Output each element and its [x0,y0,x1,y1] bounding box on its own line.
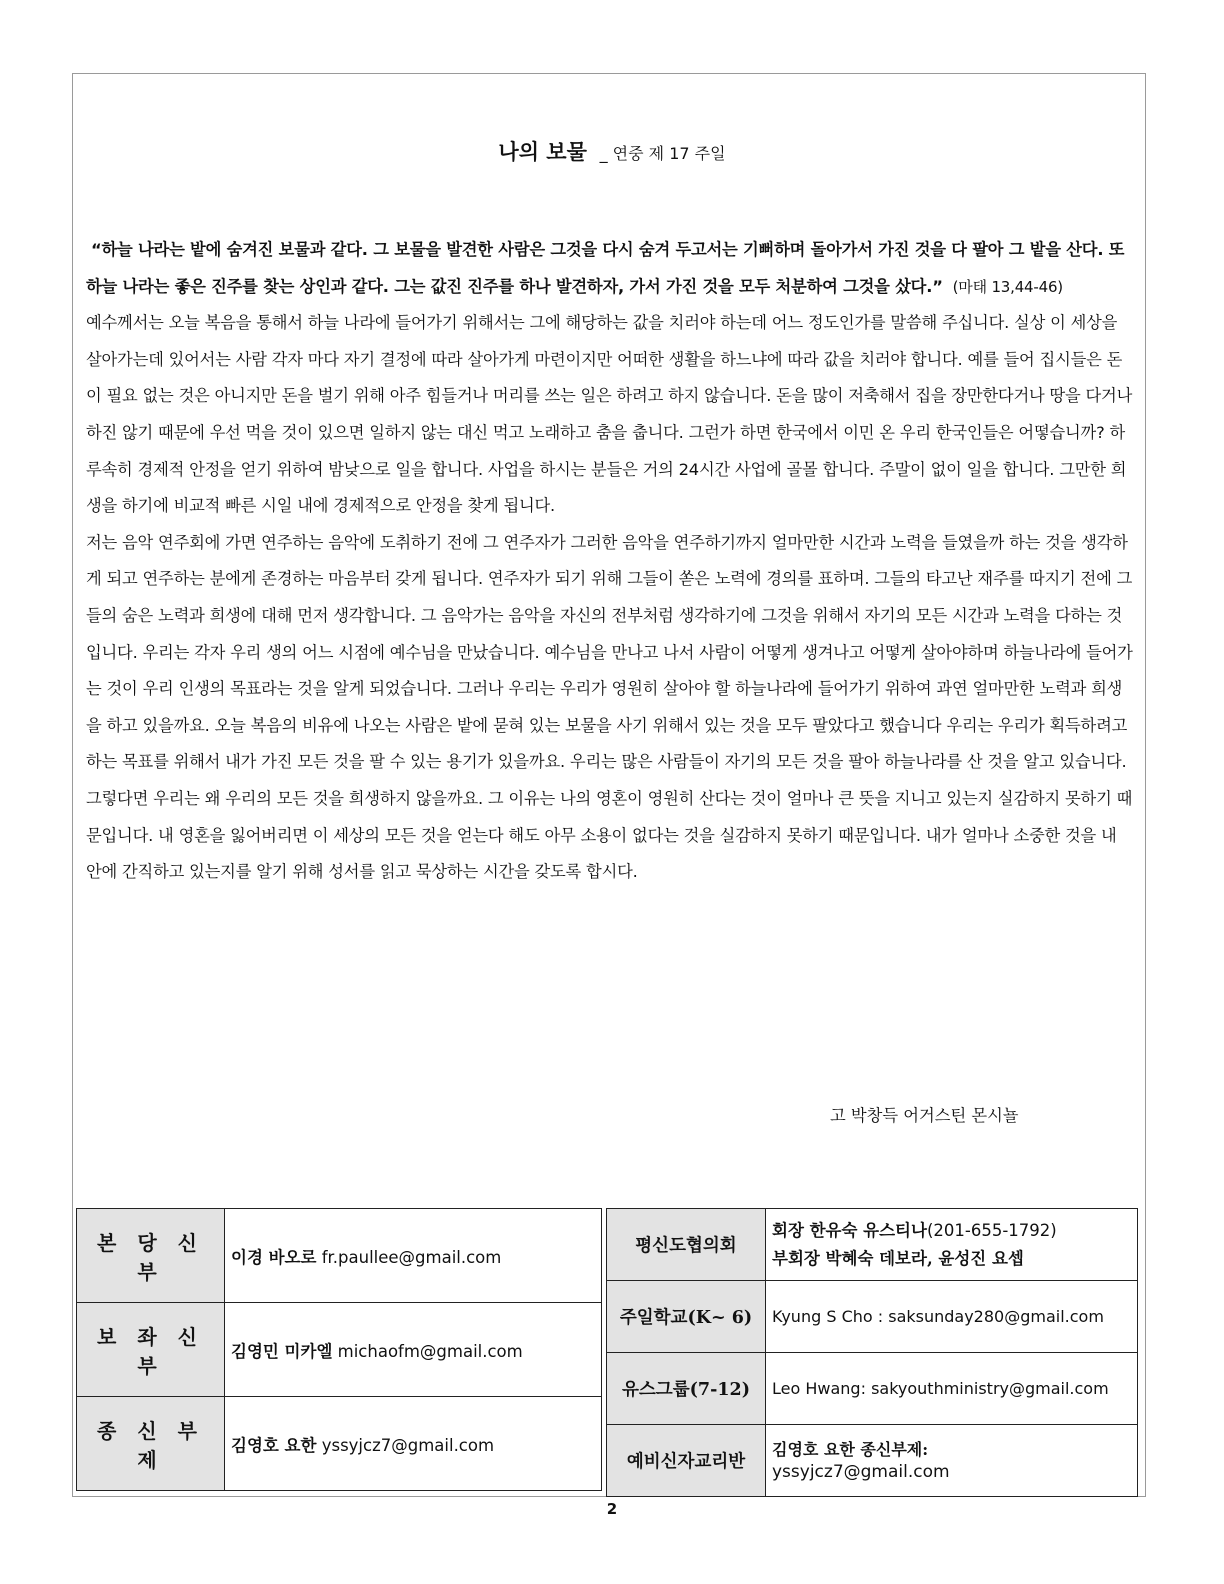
title-subtitle: _ 연중 제 17 주일 [599,144,726,163]
paragraph: 저는 음악 연주회에 가면 연주하는 음악에 도취하기 전에 그 연주자가 그러한 음악을 연주하기까지 얼마만한 시간과 노력을 들였을까 하는 것을 생각하게 되고 연주하는 분에게 존경하는 마음부터 갖게 됩니다. 연주자가 되기 위해 그들이 쏟은 노력에 경의를 표하며. 그들의 타고난 재주를 따지기 전에 그들의 숨은 노력과 희생에 대해 먼저 생각합니다. 그 음악가는 음악을 자신의 전부처럼 생각하기에 그것을 위해서 자기의 모든 시간과 노력을 다하는 것입니다. 우리는 각자 우리 생의 어느 시점에 예수님을 만났습니다. 예수님을 만나고 나서 사람이 어떻게 생겨나고 어떻게 살아야하며 하늘나라에 들어가는 것이 우리 인생의 목표라는 것을 알게 되었습니다. 그러나 우리는 우리가 영원히 살아야 할 하늘나라에 들어가기 위하여 과연 얼마만한 노력과 희생을 하고 있을까요. 오늘 복음의 비유에 나오는 사람은 밭에 묻혀 있는 보물을 사기 위해서 있는 것을 모두 팔았다고 했습니다 우리는 우리가 획득하려고 하는 목표를 위해서 내가 가진 모든 것을 팔 수 있는 용기가 있을까요. 우리는 많은 사람들이 자기의 모든 것을 팔아 하늘나라를 산 것을 알고 있습니다. 그렇다면 우리는 왜 우리의 모든 것을 희생하지 않을까요. 그 이유는 나의 영혼이 영원히 산다는 것이 얼마나 큰 뜻을 지니고 있는지 실감하지 못하기 때문입니다. 내 영혼을 잃어버리면 이 세상의 모든 것을 얻는다 해도 아무 소용이 없다는 것을 실감하지 못하기 때문입니다. 내가 얼마나 소중한 것을 내 안에 간직하고 있는지를 알기 위해 성서를 읽고 묵상하는 시간을 갖도록 합시다. [86,532,1133,882]
clergy-info [225,1303,602,1397]
author-signature: 고 박창득 어거스틴 몬시뇰 [830,1106,1019,1125]
scripture-quote [86,232,1134,305]
table-row [77,1209,602,1303]
clergy-name: 김영민 미카엘 [231,1341,333,1361]
clergy-info [225,1209,602,1303]
group-contact-name: Leo Hwang: [772,1378,866,1398]
group-label: 유스그룹(7-12) [607,1353,766,1425]
group-info [766,1353,1138,1425]
clergy-name: 이경 바오로 [231,1247,317,1267]
table-row [77,1397,602,1491]
page-title [0,136,1224,166]
homily-article [86,232,1134,891]
quote-text: “하늘 나라는 밭에 숨겨진 보물과 같다. 그 보물을 발견한 사람은 그것을 다시 숨겨 두고서는 기뻐하며 돌아가서 가진 것을 다 팔아 그 밭을 산다. 또 하늘 나라는 좋은 진주를 찾는 상인과 같다. 그는 값진 진주를 하나 발견하자, 가서 가진 것을 모두 처분하여 그것을 샀다.” [86,240,1125,296]
council-vice-presidents: 부회장 박혜숙 데보라, 윤성진 요셉 [772,1248,1024,1268]
table-row [607,1281,1138,1353]
quote-reference: (마태 13,44-46) [952,277,1063,296]
catechism-leader: 김영호 요한 종신부제: [772,1439,929,1459]
group-label: 평신도협의회 [607,1209,766,1281]
groups-table [606,1208,1138,1497]
clergy-email[interactable]: michaofm@gmail.com [337,1341,523,1361]
council-president [772,1217,1131,1245]
clergy-email[interactable]: yssyjcz7@gmail.com [321,1435,495,1455]
group-info [766,1209,1138,1281]
paragraph: 예수께서는 오늘 복음을 통해서 하늘 나라에 들어가기 위해서는 그에 해당하는 값을 치러야 하는데 어느 정도인가를 말씀해 주십니다. 실상 이 세상을 살아가는데 있어서는 사람 각자 마다 자기 결정에 따라 살아가게 마련이지만 어떠한 생활을 하느냐에 따라 값을 치러야 합니다. 예를 들어 집시들은 돈이 필요 없는 것은 아니지만 돈을 벌기 위해 아주 힘들거나 머리를 쓰는 일은 하려고 하지 않습니다. 돈을 많이 저축해서 집을 장만한다거나 땅을 다거나 하진 않기 때문에 우선 먹을 것이 있으면 일하지 않는 대신 먹고 노래하고 춤을 춥니다. 그런가 하면 한국에서 이민 온 우리 한국인들은 어떻습니까? 하루속히 경제적 안정을 얻기 위하여 밤낮으로 일을 합니다. 사업을 하시는 분들은 거의 24시간 사업에 골몰 합니다. 주말이 없이 일을 합니다. 그만한 희생을 하기에 비교적 빠른 시일 내에 경제적으로 안정을 찾게 됩니다. [86,313,1133,516]
table-row [607,1425,1138,1497]
clergy-name: 김영호 요한 [231,1435,317,1455]
clergy-table [76,1208,602,1491]
title-main: 나의 보물 [498,140,587,164]
group-contact-email[interactable]: sakyouthministry@gmail.com [871,1378,1109,1398]
table-row [607,1353,1138,1425]
catechism-email[interactable]: yssyjcz7@gmail.com [772,1461,950,1482]
clergy-role: 종 신 부 제 [77,1397,225,1491]
group-label: 주일학교(K~ 6) [607,1281,766,1353]
clergy-email[interactable]: fr.paullee@gmail.com [321,1247,502,1267]
clergy-info [225,1397,602,1491]
table-row [77,1303,602,1397]
group-label: 예비신자교리반 [607,1425,766,1497]
group-info [766,1425,1138,1497]
page-number: 2 [606,1500,618,1518]
table-row [607,1209,1138,1281]
president-phone: (201-655-1792) [926,1220,1057,1240]
clergy-role: 본 당 신 부 [77,1209,225,1303]
president-name: 회장 한유숙 유스티나 [772,1220,927,1240]
clergy-role: 보 좌 신 부 [77,1303,225,1397]
group-contact[interactable]: Kyung S Cho : saksunday280@gmail.com [766,1281,1138,1353]
